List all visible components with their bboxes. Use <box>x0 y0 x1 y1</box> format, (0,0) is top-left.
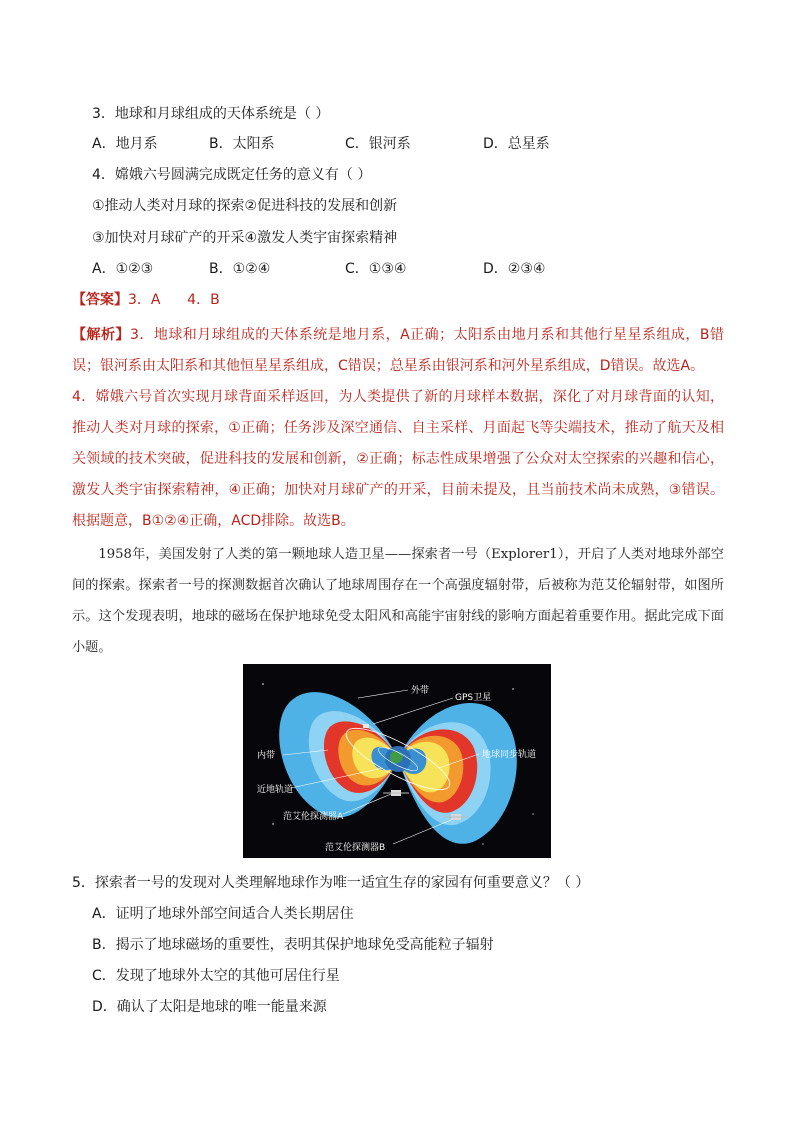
answer-text: 3．A 4．B <box>128 292 220 308</box>
star <box>272 823 273 824</box>
q5-option-b: B．揭示了地球磁场的重要性，表明其保护地球免受高能粒子辐射 <box>92 937 494 953</box>
label-outer-belt: 外带 <box>411 686 430 696</box>
label-gps: GPS卫星 <box>455 693 492 703</box>
reading-passage: 1958年，美国发射了人类的第一颗地球人造卫星——探索者一号（Explorer1），开启了人类对地球外部空间的探索。探索者一号的探测数据首次确认了地球周围存在一个高强度辐射带，后被称为范艾伦辐射带，如图所示。这个发现表明，地球的磁场在保护地球免受太阳风和高能宇宙射线的影响方面起着重要作用。据此完成下面小题。 <box>72 547 724 655</box>
q3-option-c: C．银河系 <box>345 136 411 152</box>
label-probe-b: 范艾伦探测器B <box>325 843 386 853</box>
star <box>512 688 513 689</box>
q4-option-b: B．①②④ <box>209 261 271 277</box>
q5-stem: 5．探索者一号的发现对人类理解地球作为唯一适宜生存的家园有何重要意义？（ ） <box>72 875 590 891</box>
q3-option-a: A．地月系 <box>92 136 158 152</box>
star <box>532 813 533 814</box>
answer-tag: 【答案】 <box>72 292 128 308</box>
gps-satellite-marker <box>363 724 369 728</box>
q4-option-d: D．②③④ <box>483 261 546 277</box>
q4-options <box>92 258 545 280</box>
q5-option-c: C．发现了地球外太空的其他可居住行星 <box>92 968 340 984</box>
analysis-q3 <box>72 320 724 382</box>
q4-option-a: A．①②③ <box>92 261 154 277</box>
q3-option-b: B．太阳系 <box>209 136 275 152</box>
answer-line <box>72 289 220 311</box>
q3-option-d: D．总星系 <box>483 136 550 152</box>
star <box>482 843 483 844</box>
label-geo-orbit: 地球同步轨道 <box>482 750 537 760</box>
q5-option-a: A．证明了地球外部空间适合人类长期居住 <box>92 906 354 922</box>
van-allen-belt-figure <box>243 664 551 858</box>
q4-stem: 4．嫦娥六号圆满完成既定任务的意义有（ ） <box>92 167 372 183</box>
label-leo: 近地轨道 <box>257 785 294 795</box>
q3-stem: 3．地球和月球组成的天体系统是（ ） <box>92 106 330 122</box>
analysis-q3-text: 3．地球和月球组成的天体系统是地月系，A正确；太阳系由地月系和其他行星星系组成，B错误；银河系由太阳系和其他恒星星系组成，C错误；总星系由银河系和河外星系组成，D错误。故选A。 <box>72 327 724 374</box>
radiation-belt-diagram <box>243 664 551 858</box>
label-inner-belt: 内带 <box>257 751 276 761</box>
star <box>262 683 264 685</box>
label-probe-a: 范艾伦探测器A <box>283 812 344 822</box>
q4-statements-2: ③加快对月球矿产的开采④激发人类宇宙探索精神 <box>92 230 398 246</box>
analysis-q4: 4．嫦娥六号首次实现月球背面采样返回，为人类提供了新的月球样本数据，深化了对月球背面的认知，推动人类对月球的探索，①正确；任务涉及深空通信、自主采样、月面起飞等尖端技术，推动了航天及相关领域的技术突破，促进科技的发展和创新，②正确；标志性成果增强了公众对太空探索的兴趣和信心，激发人类宇宙探索精神，④正确；加快对月球矿产的开采，目前未提及，且当前技术尚未成熟，③错误。根据题意，B①②④正确，ACD排除。故选B。 <box>72 389 724 529</box>
q3-options <box>92 133 550 155</box>
analysis-tag: 【解析】 <box>72 327 130 343</box>
q4-statements-1: ①推动人类对月球的探索②促进科技的发展和创新 <box>92 198 398 214</box>
q4-option-c: C．①③④ <box>345 261 407 277</box>
q5-option-d: D．确认了太阳是地球的唯一能量来源 <box>92 999 327 1015</box>
